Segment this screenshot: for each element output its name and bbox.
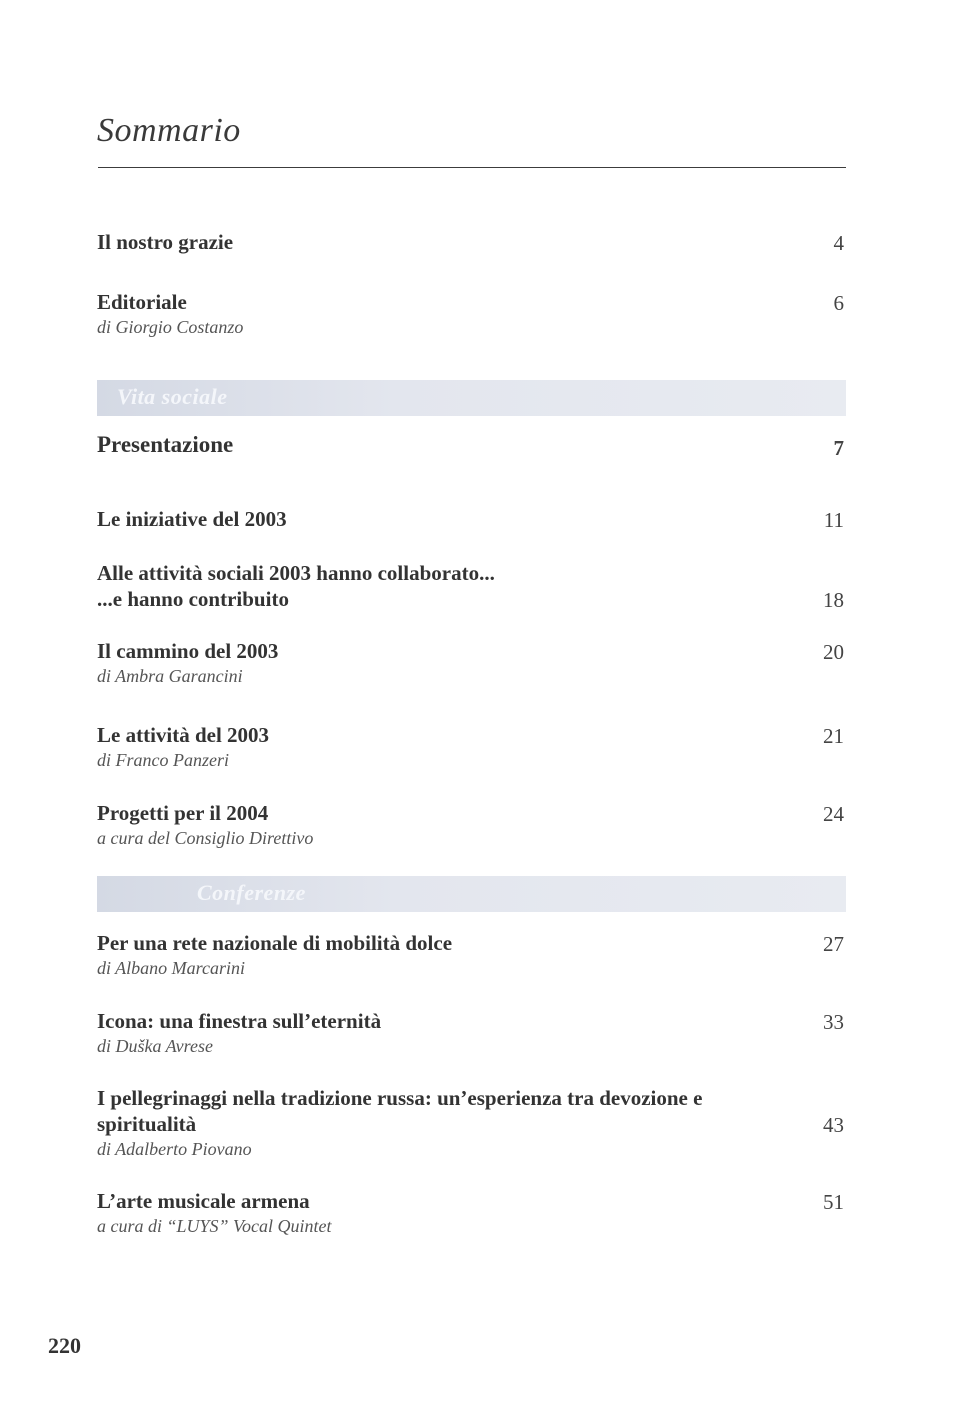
toc-entry-progetti-2004[interactable] [97,800,846,850]
toc-entry-mobilita-dolce[interactable] [97,930,846,980]
toc-entry-title: Il cammino del 2003 [97,639,279,663]
page-number: 220 [48,1333,81,1358]
toc-entry-page: 20 [823,640,844,664]
toc-entry-page: 43 [823,1113,844,1137]
section-label: Conferenze [197,880,306,905]
toc-entry-title: Icona: una finestra sull’eternità [97,1009,382,1033]
toc-entry-title: I pellegrinaggi nella tradizione russa: un’esperienza tra devozione e spiritualità [97,1086,703,1136]
toc-entry-page: 51 [823,1190,844,1214]
toc-entry-title: L’arte musicale armena [97,1189,310,1213]
toc-entry-author: di Ambra Garancini [97,666,243,686]
toc-entry-author: di Adalberto Piovano [97,1139,252,1159]
toc-entry-page: 18 [823,588,844,612]
toc-entry-page: 11 [823,508,844,532]
toc-entry-iniziative-2003[interactable] [97,506,846,532]
toc-entry-author: di Duška Avrese [97,1036,213,1056]
toc-entry-page: 24 [823,802,844,826]
toc-entry-title: Progetti per il 2004 [97,801,269,825]
toc-entry-author: di Giorgio Costanzo [97,317,244,337]
toc-entry-collaborato[interactable] [97,560,846,612]
toc-entry-page: 4 [833,231,844,255]
toc-entry-page: 7 [833,436,844,460]
toc-entry-attivita-2003[interactable] [97,722,846,772]
toc-entry-author: di Albano Marcarini [97,958,245,978]
toc-entry-title: Per una rete nazionale di mobilità dolce [97,931,453,955]
toc-entry-author: a cura di “LUYS” Vocal Quintet [97,1216,332,1236]
toc-entry-il-nostro-grazie[interactable] [97,229,846,255]
title-divider [98,167,846,168]
toc-entry-editoriale[interactable] [97,289,846,339]
toc-entry-title-continued: ...e hanno contribuito [97,587,289,611]
toc-entry-author: di Franco Panzeri [97,750,229,770]
toc-entry-title: Presentazione [97,432,234,457]
toc-entry-pellegrinaggi[interactable] [97,1085,846,1161]
section-label: Vita sociale [117,384,228,409]
toc-entry-page: 6 [833,291,844,315]
toc-entry-title: Alle attività sociali 2003 hanno collaborato... [97,561,495,585]
toc-entry-page: 27 [823,932,844,956]
section-band-vita-sociale [97,380,846,416]
toc-entry-title: Le attività del 2003 [97,723,270,747]
toc-entry-cammino-2003[interactable] [97,638,846,688]
toc-entry-title: Editoriale [97,290,187,314]
toc-entry-page: 21 [823,724,844,748]
toc-entry-title: Il nostro grazie [97,230,234,254]
page-title: Sommario [97,112,241,149]
toc-entry-icona[interactable] [97,1008,846,1058]
toc-entry-presentazione[interactable] [97,432,846,458]
toc-entry-arte-musicale-armena[interactable] [97,1188,846,1238]
section-band-conferenze [97,876,846,912]
toc-entry-author: a cura del Consiglio Direttivo [97,828,314,848]
toc-entry-page: 33 [823,1010,844,1034]
toc-entry-title: Le iniziative del 2003 [97,507,287,531]
